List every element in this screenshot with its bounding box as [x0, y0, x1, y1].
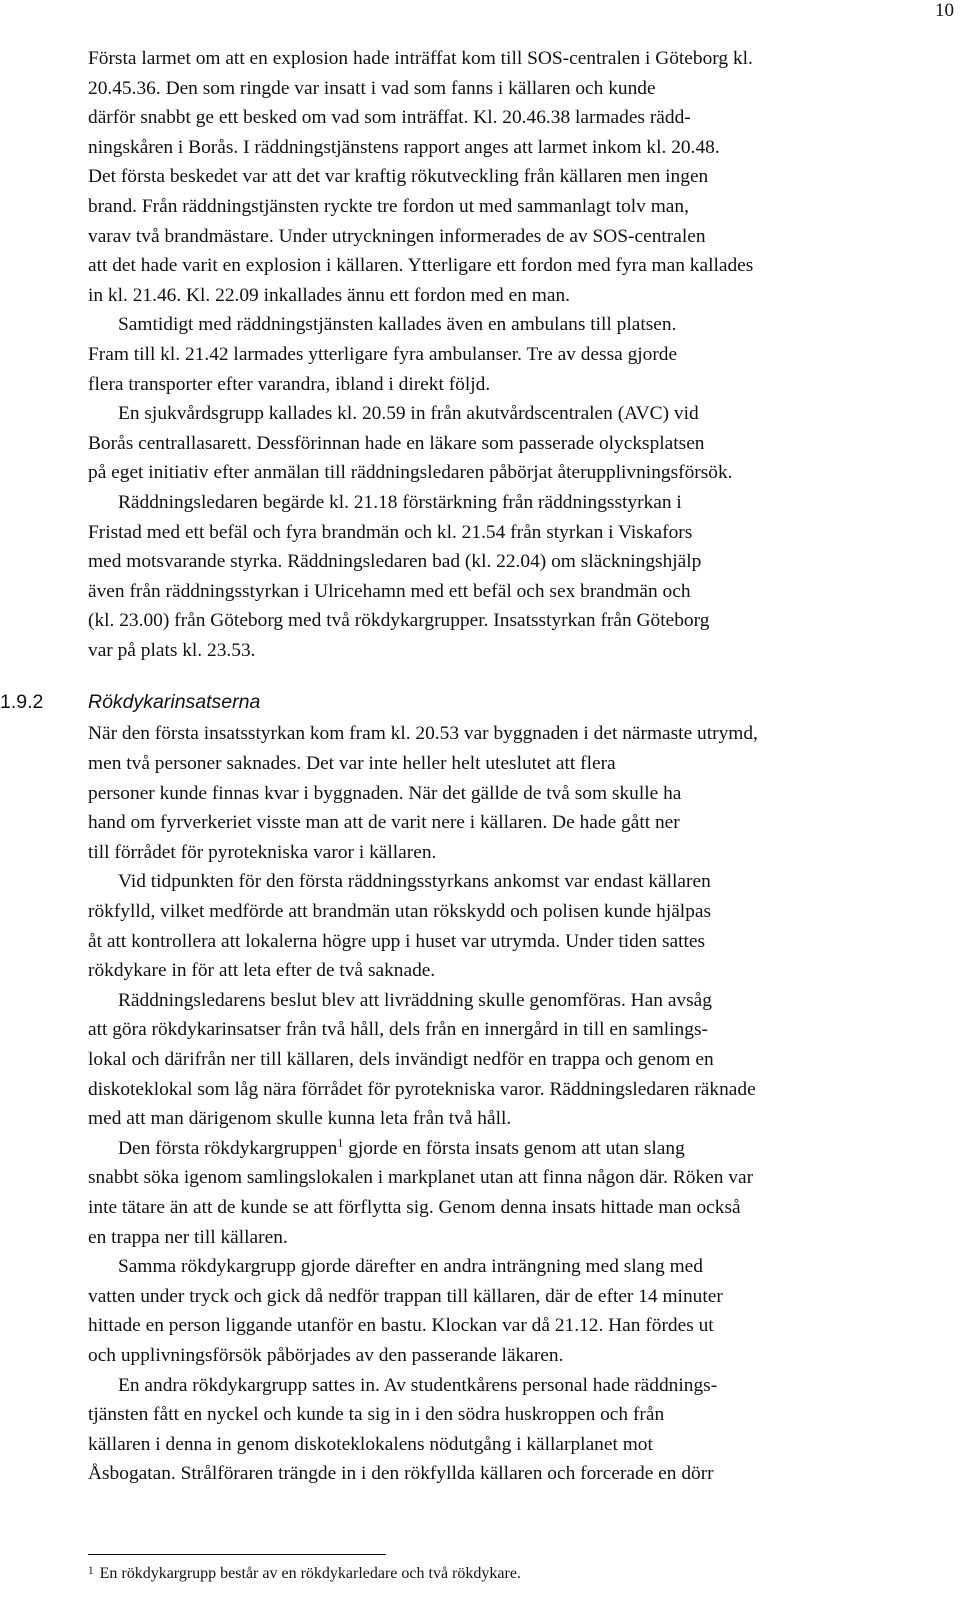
text-line: därför snabbt ge ett besked om vad som inträffat. Kl. 20.46.38 larmades rädd-: [88, 107, 691, 129]
footnote: [88, 1565, 521, 1583]
text-line: och upplivningsförsök påbörjades av den passerande läkaren.: [88, 1344, 564, 1366]
text-line: varav två brandmästare. Under utryckningen informerades de av SOS-centralen: [88, 225, 706, 247]
text-line: inte tätare än att de kunde se att förflytta sig. Genom denna insats hittade man också: [88, 1196, 741, 1218]
text-line-with-footnote: [88, 1134, 954, 1164]
section-smoke-diver-paragraphs-continued: [88, 1163, 954, 1489]
text-line: åt att kontrollera att lokalerna högre upp i huset var utrymda. Under tiden sattes: [88, 930, 706, 952]
text-line: rökfylld, vilket medförde att brandmän utan rökskydd och polisen kunde hjälpas: [88, 901, 712, 923]
text-line: på eget initiativ efter anmälan till räddningsledaren påbörjat återupplivningsförsök.: [88, 462, 733, 484]
text-line: att göra rökdykarinsatser från två håll, dels från en innergård in till en samlings-: [88, 1019, 708, 1041]
text-line: Räddningsledaren begärde kl. 21.18 förstärkning från räddningsstyrkan i: [118, 491, 682, 513]
text-line: hand om fyrverkeriet visste man att de varit nere i källaren. De hade gått ner: [88, 812, 680, 834]
text-line: källaren i denna in genom diskoteklokalens nödutgång i källarplanet mot: [88, 1433, 653, 1455]
text-line: En andra rökdykargrupp sattes in. Av studentkårens personal hade räddnings-: [118, 1374, 718, 1396]
text-line: Det första beskedet var att det var kraftig rökutveckling från källaren men ingen: [88, 166, 709, 188]
section-title: Rökdykarinsatserna: [88, 691, 261, 714]
text-line: Räddningsledarens beslut blev att livräddning skulle genomföras. Han avsåg: [118, 989, 712, 1011]
text-line: Fram till kl. 21.42 larmades ytterligare fyra ambulanser. Tre av dessa gjorde: [88, 343, 678, 365]
text-line: vatten under tryck och gick då nedför trappan till källaren, där de efter 14 minuter: [88, 1285, 723, 1307]
text-line: Fristad med ett befäl och fyra brandmän och kl. 21.54 från styrkan i Viskafors: [88, 521, 693, 543]
text-line: en trappa ner till källaren.: [88, 1226, 288, 1248]
text-line: diskoteklokal som låg nära förrådet för pyrotekniska varor. Räddningsledaren räknade: [88, 1078, 756, 1100]
text-line: med att man därigenom skulle kunna leta från två håll.: [88, 1108, 512, 1130]
footnote-divider: [88, 1554, 386, 1555]
text-line: brand. Från räddningstjänsten ryckte tre fordon ut med sammanlagt tolv man,: [88, 195, 689, 217]
text-line: personer kunde finnas kvar i byggnaden. När det gällde de två som skulle ha: [88, 782, 682, 804]
text-line: En sjukvårdsgrupp kallades kl. 20.59 in från akutvårdscentralen (AVC) vid: [118, 403, 699, 425]
text-fragment: Den första rökdykargruppen: [118, 1137, 338, 1159]
text-line: tjänsten fått en nyckel och kunde ta sig in i den södra huskroppen och från: [88, 1404, 665, 1426]
text-line: När den första insatsstyrkan kom fram kl. 20.53 var byggnaden i det närmaste utrymd,: [88, 723, 758, 745]
text-line: in kl. 21.46. Kl. 22.09 inkallades ännu ett fordon med en man.: [88, 284, 570, 306]
text-line: rökdykare in för att leta efter de två saknade.: [88, 960, 436, 982]
text-line: (kl. 23.00) från Göteborg med två rökdykargrupper. Insatsstyrkan från Göteborg: [88, 610, 710, 632]
text-line: Vid tidpunkten för den första räddningsstyrkans ankomst var endast källaren: [118, 871, 711, 893]
text-line: lokal och därifrån ner till källaren, dels invändigt nedför en trappa och genom en: [88, 1049, 714, 1070]
body-text: [0, 44, 954, 1489]
section-heading: [0, 681, 954, 719]
footnote-text: En rökdykargrupp består av en rökdykarledare och två rökdykare.: [99, 1565, 521, 1582]
text-line: Samtidigt med räddningstjänsten kallades även en ambulans till platsen.: [118, 314, 677, 336]
text-line: Första larmet om att en explosion hade inträffat kom till SOS-centralen i Göteborg kl.: [88, 48, 753, 69]
text-line: var på plats kl. 23.53.: [88, 639, 256, 661]
text-line: att det hade varit en explosion i källaren. Ytterligare ett fordon med fyra man kallades: [88, 255, 754, 277]
text-line: flera transporter efter varandra, ibland i direkt följd.: [88, 373, 491, 395]
text-line: till förrådet för pyrotekniska varor i källaren.: [88, 841, 437, 863]
text-fragment: gjorde en första insats genom att utan slang: [343, 1137, 685, 1159]
text-line: ningskåren i Borås. I räddningstjänstens rapport anges att larmet inkom kl. 20.48.: [88, 136, 720, 158]
section-smoke-diver-paragraphs: [88, 719, 954, 1133]
text-line: snabbt söka igenom samlingslokalen i markplanet utan att finna någon där. Röken var: [88, 1167, 754, 1189]
text-line: men två personer saknades. Det var inte heller helt uteslutet att flera: [88, 753, 616, 775]
text-line: hittade en person liggande utanför en bastu. Klockan var då 21.12. Han fördes ut: [88, 1315, 714, 1337]
text-line: Åsbogatan. Strålföraren trängde in i den rökfyllda källaren och forcerade en dörr: [88, 1463, 714, 1485]
section-number: 1.9.2: [0, 691, 44, 714]
page-number: 10: [935, 0, 954, 21]
section-alarm-paragraphs: [88, 44, 954, 665]
text-line: även från räddningsstyrkan i Ulricehamn med ett befäl och sex brandmän och: [88, 580, 691, 602]
footnote-marker: 1: [88, 1565, 94, 1577]
footnote-reference[interactable]: 1: [337, 1135, 344, 1150]
text-line: 20.45.36. Den som ringde var insatt i vad som fanns i källaren och kunde: [88, 77, 656, 99]
text-line: Borås centrallasarett. Dessförinnan hade en läkare som passerade olycksplatsen: [88, 432, 705, 454]
text-line: med motsvarande styrka. Räddningsledaren bad (kl. 22.04) om släckningshjälp: [88, 551, 702, 573]
text-line: Samma rökdykargrupp gjorde därefter en andra inträngning med slang med: [118, 1256, 703, 1278]
